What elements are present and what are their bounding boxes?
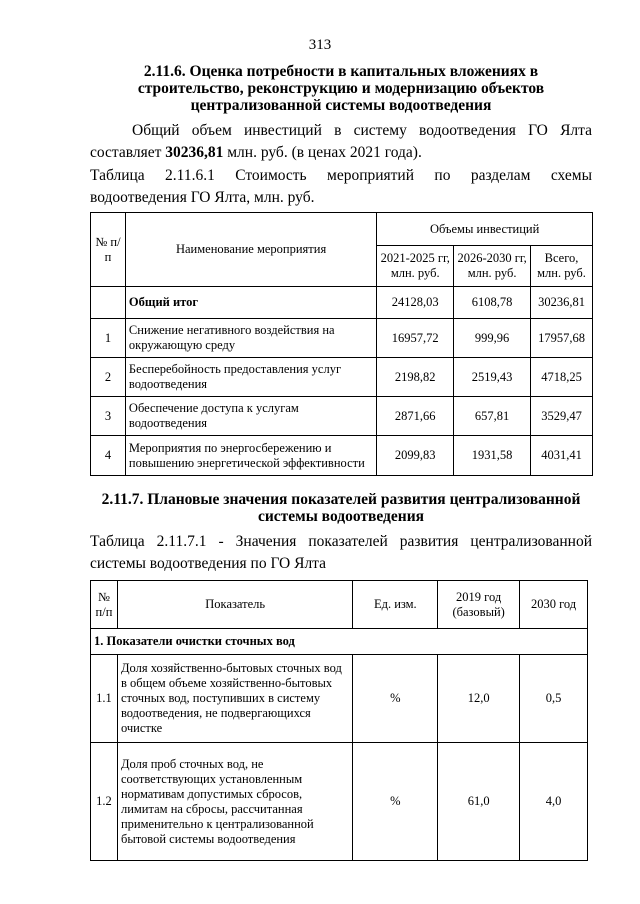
row-name: Мероприятия по энергосбережению и повышению энергетической эффективности (125, 436, 376, 476)
row-total: 3529,47 (531, 397, 593, 436)
row-p2: 2519,43 (454, 358, 531, 397)
table-row-grand-total (91, 287, 593, 319)
section-heading-2-11-7: 2.11.7. Плановые значения показателей развития централизованной системы водоотведения (101, 491, 581, 525)
row-indicator: Доля хозяйственно-бытовых сточных вод в общем объеме хозяйственно-бытовых сточных вод, поступивших в систему водоотведения, не подвергающихся очистке (117, 655, 352, 743)
table-caption-2-11-7-1: Таблица 2.11.7.1 - Значения показателей развития централизованной системы водоотведения по ГО Ялта (90, 533, 592, 572)
row-total: 4718,25 (531, 358, 593, 397)
row-p1: 16957,72 (377, 319, 454, 358)
row-year-2019: 61,0 (438, 743, 520, 861)
table-row (91, 358, 593, 397)
row-num: 1.2 (91, 743, 118, 861)
row-name: Снижение негативного воздействия на окружающую среду (125, 319, 376, 358)
investment-paragraph (90, 120, 592, 164)
header-indicator: Показатель (117, 581, 352, 629)
row-num: 1 (91, 319, 126, 358)
row-num: 3 (91, 397, 126, 436)
row-year-2030: 4,0 (520, 743, 588, 861)
table-row (91, 436, 593, 476)
row-p1: 24128,03 (377, 287, 454, 319)
row-total: 17957,68 (531, 319, 593, 358)
investment-table (90, 212, 593, 476)
header-period-2026-2030: 2026-2030 гг, млн. руб. (454, 246, 531, 287)
row-unit: % (353, 743, 438, 861)
header-num: № п/п (91, 213, 126, 287)
paragraph-text-start: Общий объем инвестиций в систему водоотведения ГО Ялта составляет (90, 122, 592, 161)
section-heading-2-11-6: 2.11.6. Оценка потребности в капитальных вложениях в строительство, реконструкцию и модернизацию объектов централизованной системы водоотведения (137, 63, 545, 114)
row-total: 30236,81 (531, 287, 593, 319)
row-num: 4 (91, 436, 126, 476)
row-num: 1.1 (91, 655, 118, 743)
row-p1: 2871,66 (377, 397, 454, 436)
row-num: 2 (91, 358, 126, 397)
page-number: 313 (308, 37, 332, 53)
table-caption-2-11-6-1: Таблица 2.11.6.1 Стоимость мероприятий по разделам схемы водоотведения ГО Ялта, млн. руб. (90, 167, 592, 206)
table-row (91, 319, 593, 358)
header-year-2030: 2030 год (520, 581, 588, 629)
header-year-2019: 2019 год (базовый) (438, 581, 520, 629)
row-p2: 1931,58 (454, 436, 531, 476)
row-total: 4031,41 (531, 436, 593, 476)
row-name: Бесперебойность предоставления услуг водоотведения (125, 358, 376, 397)
indicators-table (90, 580, 588, 861)
table-row (91, 397, 593, 436)
row-p2: 999,96 (454, 319, 531, 358)
row-p2: 657,81 (454, 397, 531, 436)
header-total: Всего, млн. руб. (531, 246, 593, 287)
table-row (91, 743, 588, 861)
paragraph-text-end: млн. руб. (в ценах 2021 года). (223, 144, 422, 161)
table-row (91, 655, 588, 743)
header-measure-name: Наименование мероприятия (125, 213, 376, 287)
row-indicator: Доля проб сточных вод, не соответствующих установленным нормативам допустимых сбросов, лимитам на сбросы, рассчитанная применительно к централизованной бытовой системы водоотведения (117, 743, 352, 861)
header-num: № п/п (91, 581, 118, 629)
table-group-row (91, 629, 588, 655)
row-p1: 2099,83 (377, 436, 454, 476)
row-name: Общий итог (125, 287, 376, 319)
row-year-2019: 12,0 (438, 655, 520, 743)
group-title: 1. Показатели очистки сточных вод (91, 629, 588, 655)
header-period-2021-2025: 2021-2025 гг, млн. руб. (377, 246, 454, 287)
row-unit: % (353, 655, 438, 743)
header-unit: Ед. изм. (353, 581, 438, 629)
row-p2: 6108,78 (454, 287, 531, 319)
investment-total: 30236,81 (165, 144, 224, 161)
row-name: Обеспечение доступа к услугам водоотведения (125, 397, 376, 436)
header-investment-volumes: Объемы инвестиций (377, 213, 593, 246)
row-p1: 2198,82 (377, 358, 454, 397)
row-year-2030: 0,5 (520, 655, 588, 743)
